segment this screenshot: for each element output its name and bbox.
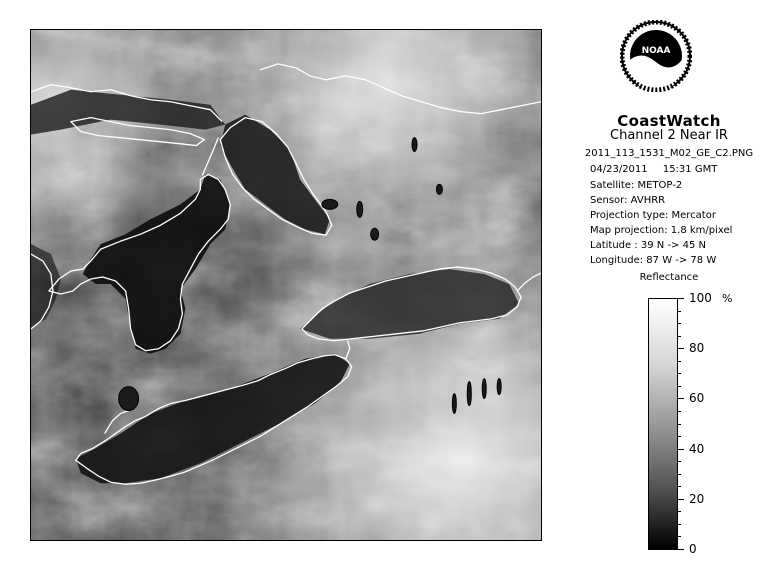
legend-tick-label: 80 — [689, 341, 705, 356]
legend-minor-tick — [678, 436, 681, 437]
channel-title: Channel 2 Near IR — [610, 128, 728, 143]
legend-minor-tick — [678, 373, 681, 374]
finger-lake — [467, 382, 471, 406]
latitude-text: Latitude : 39 N -> 45 N — [590, 240, 706, 251]
date-text: 04/23/2011 — [590, 164, 648, 175]
legend-tick-label: 0 — [689, 542, 697, 556]
legend-minor-tick — [678, 361, 681, 362]
legend-minor-tick — [678, 411, 681, 412]
legend-minor-tick — [678, 524, 681, 525]
finger-lake — [482, 379, 486, 399]
legend-minor-tick — [678, 424, 681, 425]
finger-lake — [497, 379, 501, 395]
legend-tick-label: 20 — [689, 491, 705, 506]
datetime-row — [590, 164, 780, 175]
legend-unit: % — [722, 292, 733, 305]
legend-minor-tick — [678, 536, 681, 537]
inland-lake — [357, 201, 363, 217]
reflectance-colorbar — [648, 298, 678, 550]
legend-tick-mark — [678, 499, 684, 500]
legend-tick-mark — [678, 398, 684, 399]
brand-title: CoastWatch — [617, 112, 721, 130]
satellite-text: Satellite: METOP-2 — [590, 180, 683, 191]
map-projection-text: Map projection: 1.8 km/pixel — [590, 225, 733, 236]
legend-minor-tick — [678, 474, 681, 475]
projection-type-text: Projection type: Mercator — [590, 210, 716, 221]
legend-tick-mark — [678, 348, 684, 349]
lake-simcoe — [322, 199, 338, 209]
filename-text: 2011_113_1531_M02_GE_C2.PNG — [584, 148, 754, 159]
finger-lake — [452, 394, 456, 414]
logo-text: NOAA — [641, 46, 671, 56]
satellite-map[interactable] — [30, 29, 542, 541]
inland-lake — [371, 228, 379, 240]
legend-tick-mark — [678, 449, 684, 450]
legend-minor-tick — [678, 386, 681, 387]
legend-tick-mark — [678, 298, 684, 299]
inland-lake — [436, 184, 442, 194]
noaa-logo — [620, 20, 692, 92]
map-svg — [31, 30, 541, 540]
legend-minor-tick — [678, 511, 681, 512]
legend-tick-mark — [678, 549, 684, 550]
inland-lake — [412, 138, 417, 152]
legend-minor-tick — [678, 311, 681, 312]
legend-minor-tick — [678, 461, 681, 462]
legend-tick-label: 40 — [689, 441, 705, 456]
noaa-emblem-icon — [620, 20, 692, 92]
legend-tick-label: 60 — [689, 391, 705, 406]
legend-minor-tick — [678, 336, 681, 337]
sensor-text: Sensor: AVHRR — [590, 195, 666, 206]
longitude-text: Longitude: 87 W -> 78 W — [590, 255, 717, 266]
time-text: 15:31 GMT — [662, 164, 718, 175]
legend-minor-tick — [678, 323, 681, 324]
legend-title: Reflectance — [639, 272, 699, 283]
lake-st-clair — [119, 387, 139, 411]
legend-minor-tick — [678, 486, 681, 487]
legend-tick-label: 100 — [689, 291, 712, 305]
